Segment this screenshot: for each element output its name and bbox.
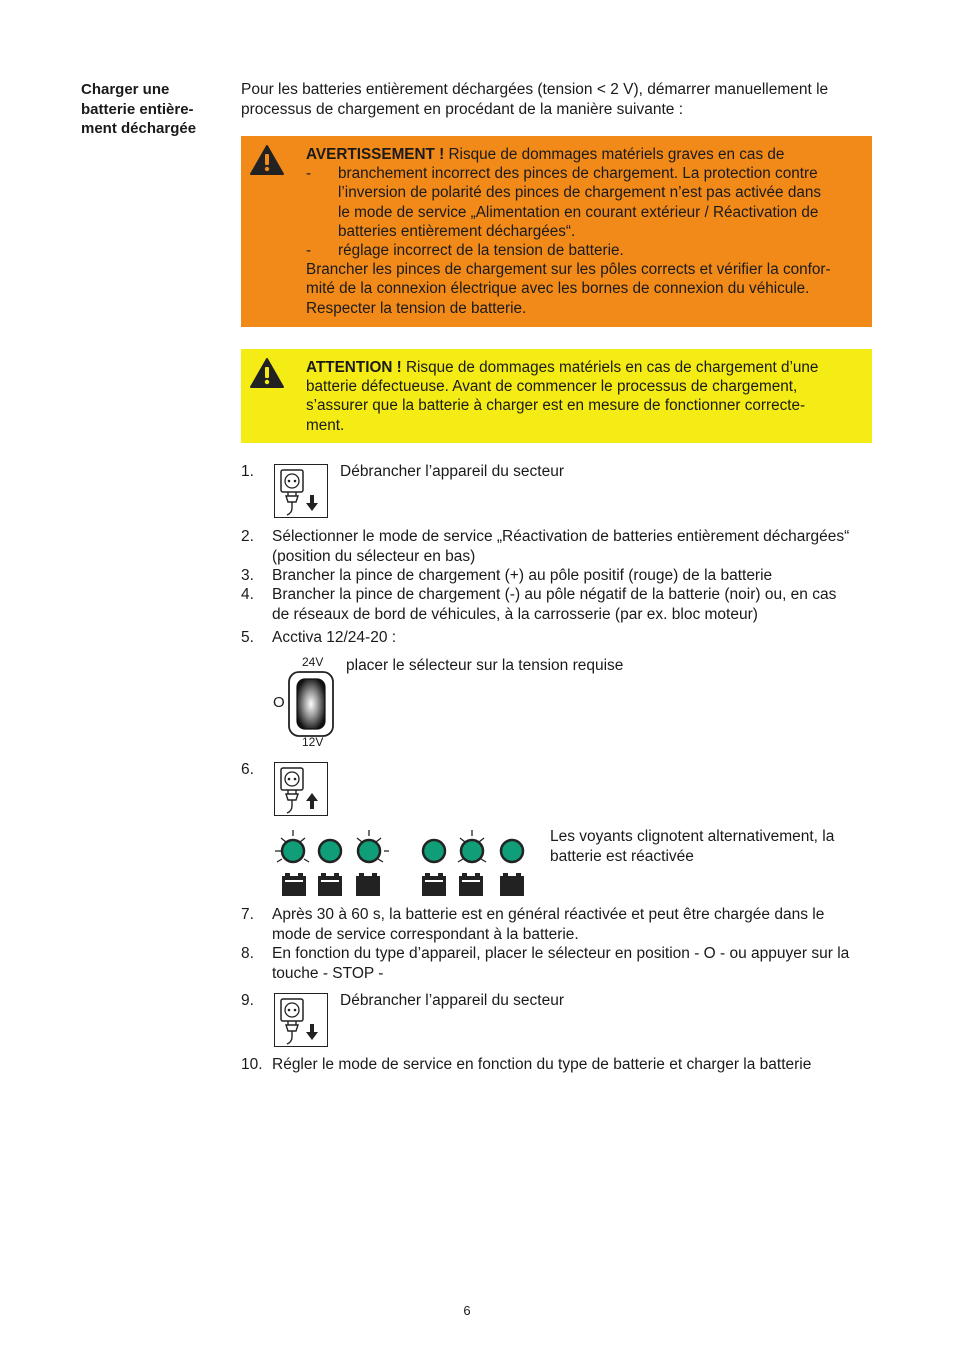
caution-triangle-icon bbox=[249, 357, 285, 389]
voltage-selector-switch bbox=[270, 654, 340, 750]
led bbox=[358, 840, 380, 862]
section-title-line: Charger une bbox=[81, 81, 170, 98]
warning-triangle-icon bbox=[249, 144, 285, 176]
switch-label-off: O bbox=[273, 694, 285, 711]
plug-in-icon bbox=[274, 762, 328, 816]
section-title-line: ment déchargée bbox=[81, 120, 197, 137]
battery-icon bbox=[459, 873, 483, 896]
intro-line: Pour les batteries entièrement déchargées (tension < 2 V), démarrer manuellement le bbox=[241, 81, 829, 98]
battery-icon bbox=[318, 873, 342, 896]
warning-box bbox=[241, 136, 872, 327]
warning-lead: Risque de dommages matériels graves en cas de bbox=[444, 146, 785, 163]
led bbox=[319, 840, 341, 862]
step-9-text: Débrancher l’appareil du secteur bbox=[340, 992, 565, 1009]
step-5-selector-text: placer le sélecteur sur la tension requise bbox=[346, 657, 624, 674]
switch-label-24v: 24V bbox=[302, 655, 324, 669]
unplug-icon bbox=[274, 464, 328, 518]
warning-label: AVERTISSEMENT ! bbox=[306, 146, 445, 163]
step-number: 1. bbox=[241, 463, 254, 480]
step-1-text: Débrancher l’appareil du secteur bbox=[340, 463, 565, 480]
led-indicators bbox=[268, 824, 536, 898]
step-6-text: Les voyants clignotent alternativement, la batterie est réactivée bbox=[550, 828, 835, 865]
battery-icon bbox=[356, 873, 380, 896]
caution-text: ATTENTION ! Risque de dommages matériels en cas de chargement d’une batterie défectueuse. Avant de commencer le processus de chargement, s’assurer que la batterie à charger est en mesure de fonctionner correcte- ment. bbox=[306, 359, 819, 434]
led bbox=[282, 840, 304, 862]
battery-icon bbox=[422, 873, 446, 896]
unplug-icon bbox=[274, 993, 328, 1047]
led bbox=[461, 840, 483, 862]
warning-item: - réglage incorrect de la tension de batterie. bbox=[306, 242, 624, 260]
switch-label-12v: 12V bbox=[302, 735, 324, 749]
section-title-line: batterie entière- bbox=[81, 100, 194, 118]
intro-paragraph bbox=[241, 80, 881, 119]
warning-text: AVERTISSEMENT ! Risque de dommages matériels graves en cas de - branchement incorrect des pinces de chargement. La protection contre l’inversion de polarité des pinces de chargement n’est pas activée dans le mode de service „Alimentation en courant extérieur / Réactivation de batteries entièrement déchargées“. - réglage incorrect de la tension de batterie. Brancher les pinces de chargement sur les pôles corrects et vérifier la confor- mité de la connexion électrique avec les bornes de connexion du véhicule. Respecter la tension de batterie. bbox=[306, 145, 866, 318]
page-number: 6 bbox=[463, 1303, 471, 1318]
led bbox=[501, 840, 523, 862]
warning-item: - branchement incorrect des pinces de chargement. La protection contre l’inversion de polarité des pinces de chargement n’est pas activée dans le mode de service „Alimentation en courant extérieur / Réactivation de batteries entièrement déchargées“. bbox=[306, 165, 821, 240]
battery-icon bbox=[500, 873, 524, 896]
caution-label: ATTENTION ! bbox=[306, 359, 402, 376]
caution-box bbox=[241, 349, 872, 443]
section-title bbox=[81, 80, 221, 139]
intro-line: processus de chargement en procédant de la manière suivante : bbox=[241, 100, 684, 118]
led bbox=[423, 840, 445, 862]
battery-icon bbox=[282, 873, 306, 896]
